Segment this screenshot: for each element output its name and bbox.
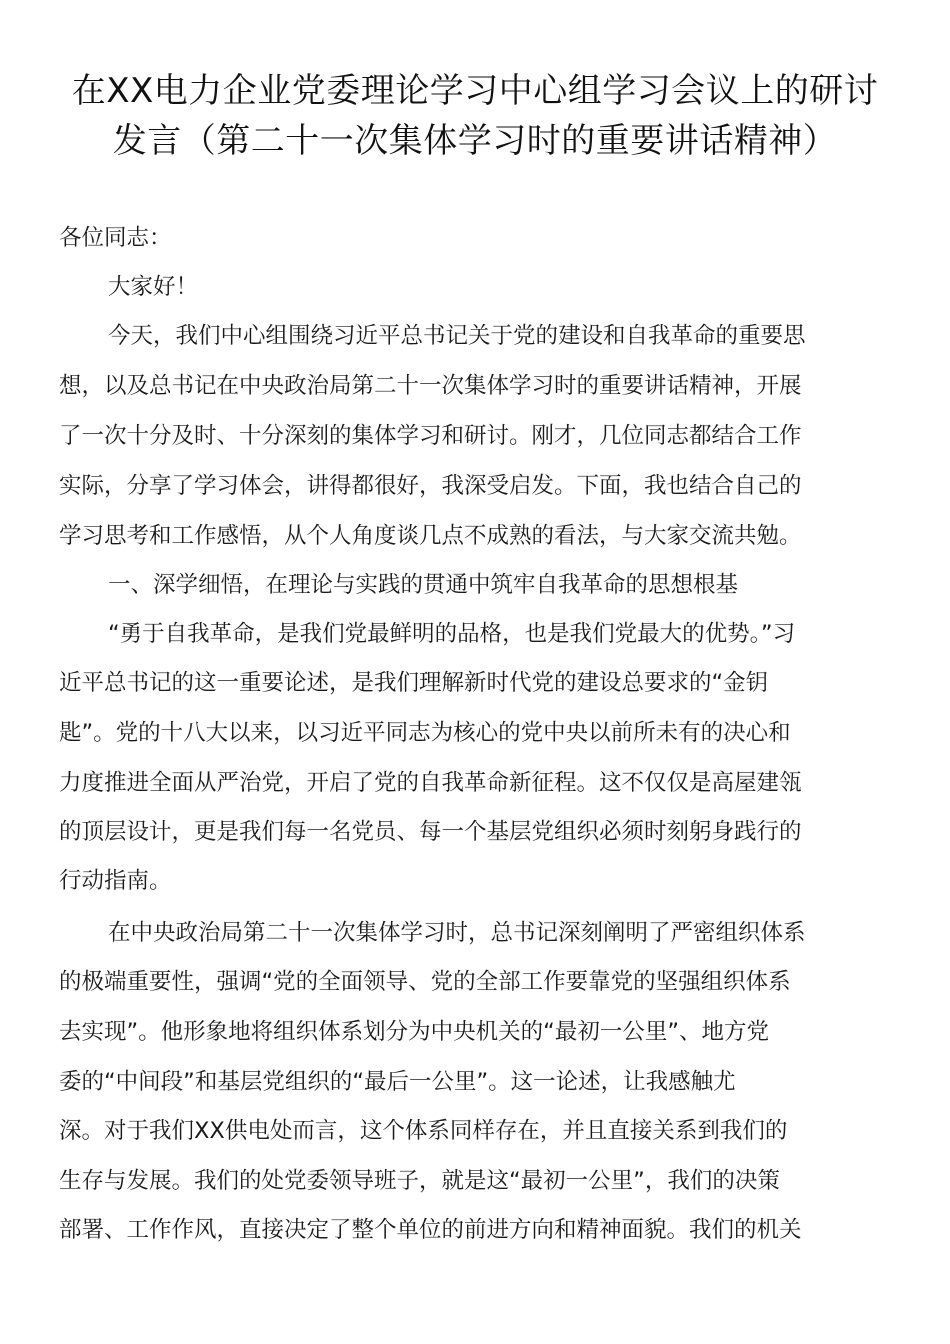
- paragraph-3-line-1: 在中央政治局第二十一次集体学习时，总书记深刻阐明了严密组织体系: [108, 920, 806, 946]
- paragraph-1-line-4: 实际，分享了学习体会，讲得都很好，我深受启发。下面，我也结合自己的: [59, 473, 802, 499]
- paragraph-3-line-5: 深。对于我们XX供电处而言，这个体系同样存在，并且直接关系到我们的: [59, 1118, 788, 1144]
- paragraph-3-line-4: 委的“中间段”和基层党组织的“最后一公里”。这一论述，让我感触尤: [59, 1069, 736, 1095]
- paragraph-3-line-3: 去实现”。他形象地将组织体系划分为中央机关的“最初一公里”、地方党: [59, 1019, 769, 1045]
- paragraph-2-line-2: 近平总书记的这一重要论述，是我们理解新时代党的建设总要求的“金钥: [59, 670, 769, 696]
- paragraph-2-line-5: 的顶层设计，更是我们每一名党员、每一个基层党组织必须时刻躬身践行的: [59, 819, 802, 845]
- paragraph-1-line-1: 今天，我们中心组围绕习近平总书记关于党的建设和自我革命的重要思: [108, 323, 806, 349]
- salutation: 各位同志：: [59, 225, 172, 251]
- paragraph-2-line-6: 行动指南。: [59, 868, 172, 894]
- document-title-line-2: 发言（第二十一次集体学习时的重要讲话精神）: [112, 121, 838, 161]
- paragraph-3-line-6: 生存与发展。我们的处党委领导班子，就是这“最初一公里”，我们的决策: [59, 1168, 780, 1194]
- paragraph-2-line-1: “勇于自我革命，是我们党最鲜明的品格，也是我们党最大的优势。”习: [108, 621, 796, 647]
- paragraph-2-line-4: 力度推进全面从严治党，开启了党的自我革命新征程。这不仅仅是高屋建瓴: [59, 770, 802, 796]
- paragraph-3-line-7: 部署、工作作风，直接决定了整个单位的前进方向和精神面貌。我们的机关: [59, 1217, 802, 1243]
- paragraph-1-line-5: 学习思考和工作感悟，从个人角度谈几点不成熟的看法，与大家交流共勉。: [59, 523, 802, 549]
- paragraph-3-line-2: 的极端重要性，强调“党的全面领导、党的全部工作要靠党的坚强组织体系: [59, 969, 791, 995]
- paragraph-1-line-2: 想，以及总书记在中央政治局第二十一次集体学习时的重要讲话精神，开展: [59, 373, 802, 399]
- paragraph-2-line-3: 匙”。党的十八大以来，以习近平同志为核心的党中央以前所未有的决心和: [59, 720, 791, 746]
- section-1-heading: 一、深学细悟，在理论与实践的贯通中筑牢自我革命的思想根基: [108, 572, 739, 598]
- paragraph-1-line-3: 了一次十分及时、十分深刻的集体学习和研讨。刚才，几位同志都结合工作: [59, 423, 802, 449]
- document-title-line-1: 在XX电力企业党委理论学习中心组学习会议上的研讨: [71, 71, 879, 111]
- greeting: 大家好！: [108, 274, 199, 300]
